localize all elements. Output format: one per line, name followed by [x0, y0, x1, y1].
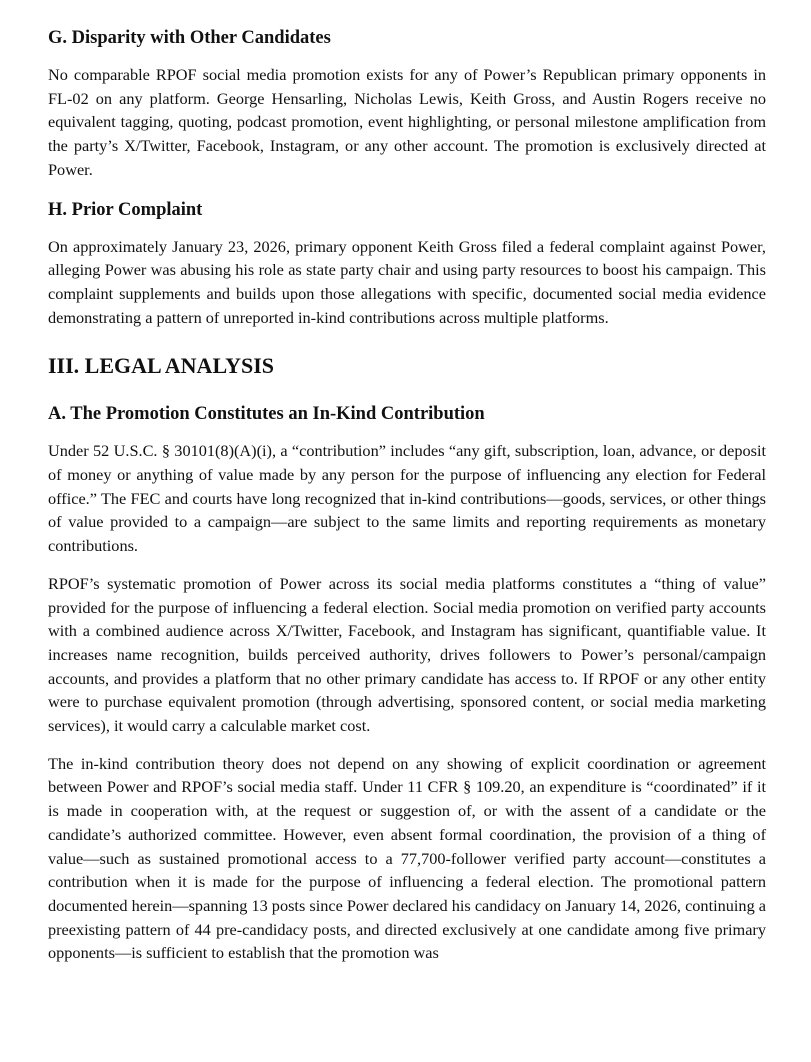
section-a-paragraph-3: The in-kind contribution theory does not depend on any showing of explicit coordination or agreement between Power and RPOF’s social media staff. Under 11 CFR § 109.20, an expenditure is “coordinated” if it is made in cooperation with, at the request or suggestion of, or with the assent of a candidate or the candidate’s authorized committee. However, even absent formal coordination, the provision of a thing of value—such as sustained promotional access to a 77,700-follower verified party account—constitutes a contribution when it is made for the purpose of influencing a federal election. The promotional pattern documented herein—spanning 13 posts since Power declared his candidacy on January 14, 2026, continuing a preexisting pattern of 44 pre-candidacy posts, and directed exclusively at one candidate among five primary opponents—is sufficient to establish that the promotion was [48, 753, 767, 963]
section-a-paragraph-1: Under 52 U.S.C. § 30101(8)(A)(i), a “contribution” includes “any gift, subscription, loan, advance, or deposit of money or anything of value made by any person for the purpose of influencing any election for Federal office.” The FEC and courts have long recognized that in-kind contributions—goods, services, or other things of value provided to a campaign—are subject to the same limits and reporting requirements as monetary contributions. [48, 441, 766, 556]
section-a-paragraph-2: RPOF’s systematic promotion of Power across its social media platforms constitutes a “thing of value” provided for the purpose of influencing a federal election. Social media promotion on verified party accounts with a combined audience across X/Twitter, Facebook, and Instagram has significant, quantifiable value. It increases name recognition, builds perceived authority, drives followers to Power’s personal/campaign accounts, and provides a platform that no other primary candidate has access to. If RPOF or any other entity were to purchase equivalent promotion (through advertising, sponsored content, or social media marketing services), it would carry a calculable market cost. [48, 573, 766, 736]
section-h-paragraph: On approximately January 23, 2026, primary opponent Keith Gross filed a federal complaint against Power, alleging Power was abusing his role as state party chair and using party resources to boost his campaign. This complaint supplements and builds upon those allegations with specific, documented social media evidence demonstrating a pattern of unreported in-kind contributions across multiple platforms. [48, 236, 766, 327]
section-g-heading: G. Disparity with Other Candidates [48, 28, 331, 48]
legal-analysis-title: III. LEGAL ANALYSIS [48, 353, 275, 379]
section-h-heading: H. Prior Complaint [48, 199, 203, 220]
section-g-paragraph: No comparable RPOF social media promotion exists for any of Power’s Republican primary opponents in FL-02 on any platform. George Hensarling, Nicholas Lewis, Keith Gross, and Austin Rogers receive no equivalent tagging, quoting, podcast promotion, event highlighting, or personal milestone amplification from the party’s X/Twitter, Facebook, Instagram, or any other account. The promotion is exclusively directed at Power. [48, 65, 766, 179]
section-a-heading: A. The Promotion Constitutes an In-Kind Contribution [48, 404, 485, 425]
